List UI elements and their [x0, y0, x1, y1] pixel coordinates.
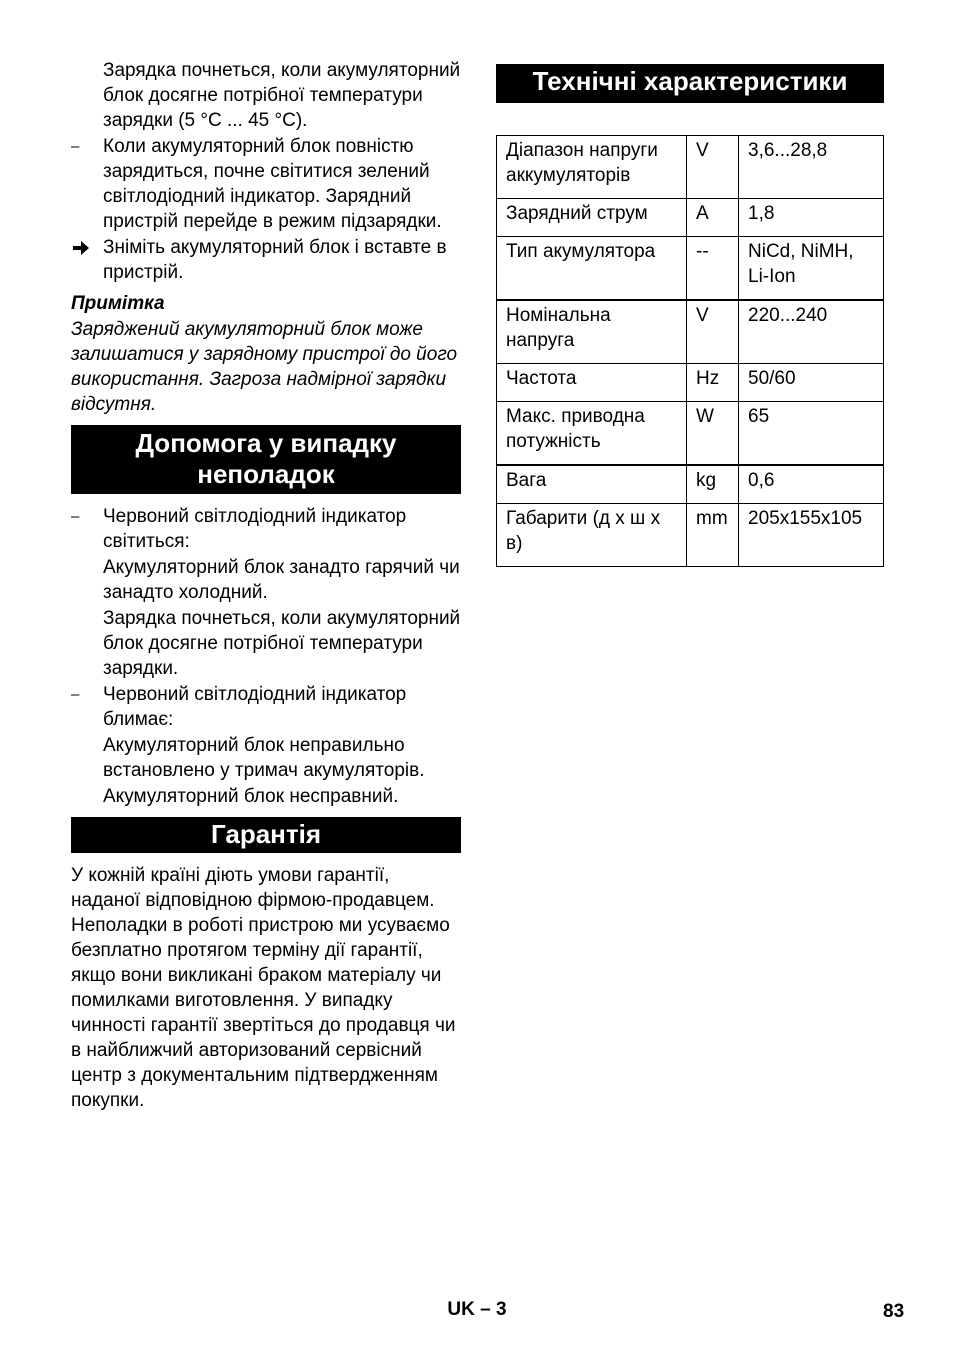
troubleshooting-item-text: Червоний світлодіодний індикатор світиться:	[103, 506, 407, 552]
charging-intro-text: Зарядка почнеться, коли акумуляторний блок досягне потрібної температури зарядки (5 °C ... 45 °C).	[103, 60, 461, 131]
troubleshooting-detail: Зарядка почнеться, коли акумуляторний блок досягне потрібної температури зарядки.	[103, 608, 461, 679]
spec-value: 220...240	[739, 300, 884, 364]
spec-unit: V	[687, 300, 739, 364]
spec-row	[497, 364, 884, 402]
spec-name: Частота	[497, 364, 687, 402]
arrow-right-icon	[71, 235, 93, 260]
spec-name: Габарити (д х ш х в)	[497, 504, 687, 567]
spec-value: 65	[739, 402, 884, 466]
note-title: Примітка	[71, 293, 165, 314]
spec-row	[497, 465, 884, 504]
spec-unit: kg	[687, 465, 739, 504]
spec-row	[497, 300, 884, 364]
troubleshooting-detail: Акумуляторний блок занадто гарячий чи занадто холодний.	[103, 557, 460, 603]
spec-name: Вага	[497, 465, 687, 504]
spec-name: Діапазон напруги аккумуляторів	[497, 136, 687, 199]
warranty-heading: Гарантія	[71, 817, 461, 853]
spec-unit: V	[687, 136, 739, 199]
specifications-heading: Технічні характеристики	[496, 64, 884, 103]
troubleshooting-item	[71, 504, 461, 554]
specifications-table	[496, 135, 884, 567]
spec-name: Номінальна напруга	[497, 300, 687, 364]
spec-value: NiCd, NiMH, Li-Ion	[739, 237, 884, 301]
spec-value: 50/60	[739, 364, 884, 402]
right-column	[496, 64, 884, 567]
spec-row	[497, 402, 884, 466]
spec-row	[497, 199, 884, 237]
troubleshooting-detail: Акумуляторний блок несправний.	[103, 786, 399, 807]
troubleshooting-detail: Акумуляторний блок неправильно встановлено у тримач акумуляторів.	[103, 735, 425, 781]
spec-unit: mm	[687, 504, 739, 567]
warranty-text: У кожній країні діють умови гарантії, наданої відповідною фірмою-продавцем. Неполадки в роботі пристрою ми усуваємо безплатно протягом терміну дії гарантії, якщо вони викликані браком матеріалу чи помилками виготовлення. У випадку чинності гарантії звертіться до продавця чи в найближчий авторизований сервісний центр з документальним підтвердженням покупки.	[71, 865, 456, 1111]
spec-unit: A	[687, 199, 739, 237]
spec-value: 1,8	[739, 199, 884, 237]
troubleshooting-list	[71, 504, 461, 809]
left-column	[71, 58, 461, 1114]
spec-unit: Hz	[687, 364, 739, 402]
spec-value: 205x155x105	[739, 504, 884, 567]
spec-row	[497, 504, 884, 567]
page-number: 83	[883, 1301, 905, 1322]
list-item-text: Зніміть акумуляторний блок і вставте в пристрій.	[103, 237, 447, 283]
spec-value: 0,6	[739, 465, 884, 504]
spec-row	[497, 237, 884, 301]
spec-unit: W	[687, 402, 739, 466]
list-item-remove-battery	[71, 235, 461, 285]
footer-section-label: UK – 3	[447, 1299, 507, 1320]
troubleshooting-item	[71, 682, 461, 732]
troubleshooting-item-text: Червоний світлодіодний індикатор блимає:	[103, 684, 407, 730]
note-text: Заряджений акумуляторний блок може залишатися у зарядному пристрої до його використання. Загроза надмірної зарядки відсутня.	[71, 319, 458, 415]
troubleshooting-heading: Допомога у випадку неполадок	[71, 425, 461, 494]
spec-value: 3,6...28,8	[739, 136, 884, 199]
spec-name: Зарядний струм	[497, 199, 687, 237]
dash-marker: –	[71, 138, 80, 155]
list-item-text: Коли акумуляторний блок повністю зарядиться, почне світитися зелений світлодіодний індикатор. Зарядний пристрій перейде в режим підзарядки.	[103, 136, 442, 232]
spec-row	[497, 136, 884, 199]
dash-marker: –	[71, 686, 80, 703]
spec-name: Макс. приводна потужність	[497, 402, 687, 466]
spec-name: Тип акумулятора	[497, 237, 687, 301]
list-item-full-charge	[71, 134, 461, 234]
spec-unit: --	[687, 237, 739, 301]
dash-marker: –	[71, 508, 80, 525]
